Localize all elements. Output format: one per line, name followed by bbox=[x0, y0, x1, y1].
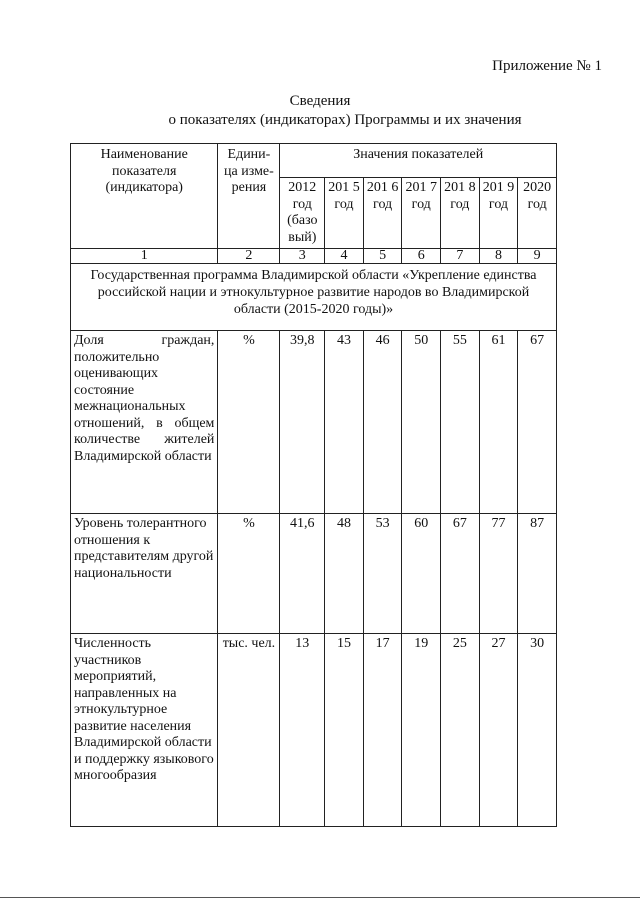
value-cell: 19 bbox=[402, 634, 441, 827]
indicator-unit: % bbox=[218, 514, 280, 634]
indicator-unit: тыс. чел. bbox=[218, 634, 280, 827]
column-number: 6 bbox=[402, 249, 441, 264]
title-line-2: о показателях (индикаторах) Программы и их значения bbox=[168, 112, 522, 128]
value-cell: 60 bbox=[402, 514, 441, 634]
year-cell: 2012 год (базо вый) bbox=[280, 178, 325, 249]
indicator-name: Численность участников мероприятий, направленных на этнокультурное развитие населения Владимирской области и поддержку языкового многообразия bbox=[71, 634, 218, 827]
program-row bbox=[71, 264, 557, 331]
column-number: 9 bbox=[518, 249, 557, 264]
document-title bbox=[0, 92, 640, 130]
indicator-name: Уровень толерантного отношения к представителям другой национальности bbox=[71, 514, 218, 634]
year-cell: 2020 год bbox=[518, 178, 557, 249]
value-cell: 17 bbox=[363, 634, 402, 827]
year-cell: 201 7 год bbox=[402, 178, 441, 249]
header-values: Значения показателей bbox=[280, 144, 557, 178]
value-cell: 13 bbox=[280, 634, 325, 827]
program-title: Государственная программа Владимирской области «Укрепление единства российской нации и этнокультурное развитие народов во Владимирской области (2015-2020 годы)» bbox=[71, 264, 557, 331]
value-cell: 67 bbox=[518, 331, 557, 514]
value-cell: 87 bbox=[518, 514, 557, 634]
year-cell: 201 8 год bbox=[441, 178, 480, 249]
column-number: 2 bbox=[218, 249, 280, 264]
appendix-label: Приложение № 1 bbox=[492, 58, 602, 74]
indicators-table bbox=[70, 143, 557, 827]
indicator-unit: % bbox=[218, 331, 280, 514]
value-cell: 61 bbox=[479, 331, 518, 514]
value-cell: 55 bbox=[441, 331, 480, 514]
indicator-name: Доля граждан, положительно оценивающих состояние межнациональных отношений, в общем количестве жителей Владимирской области bbox=[71, 331, 218, 514]
column-number: 3 bbox=[280, 249, 325, 264]
page-bottom-divider bbox=[0, 897, 640, 898]
value-cell: 48 bbox=[325, 514, 364, 634]
table-row bbox=[71, 634, 557, 827]
column-numbers-row bbox=[71, 249, 557, 264]
value-cell: 43 bbox=[325, 331, 364, 514]
table-row bbox=[71, 331, 557, 514]
value-cell: 46 bbox=[363, 331, 402, 514]
title-line-1: Сведения bbox=[289, 93, 351, 109]
value-cell: 41,6 bbox=[280, 514, 325, 634]
value-cell: 67 bbox=[441, 514, 480, 634]
value-cell: 50 bbox=[402, 331, 441, 514]
year-cell: 201 9 год bbox=[479, 178, 518, 249]
value-cell: 27 bbox=[479, 634, 518, 827]
value-cell: 30 bbox=[518, 634, 557, 827]
column-number: 4 bbox=[325, 249, 364, 264]
year-cell: 201 6 год bbox=[363, 178, 402, 249]
header-unit: Едини- ца изме- рения bbox=[218, 144, 280, 249]
value-cell: 25 bbox=[441, 634, 480, 827]
column-number: 5 bbox=[363, 249, 402, 264]
column-number: 7 bbox=[441, 249, 480, 264]
column-number: 8 bbox=[479, 249, 518, 264]
value-cell: 77 bbox=[479, 514, 518, 634]
year-cell: 201 5 год bbox=[325, 178, 364, 249]
header-name: Наименование показателя (индикатора) bbox=[71, 144, 218, 249]
table-row bbox=[71, 514, 557, 634]
value-cell: 39,8 bbox=[280, 331, 325, 514]
header-row bbox=[71, 144, 557, 178]
value-cell: 53 bbox=[363, 514, 402, 634]
column-number: 1 bbox=[71, 249, 218, 264]
value-cell: 15 bbox=[325, 634, 364, 827]
